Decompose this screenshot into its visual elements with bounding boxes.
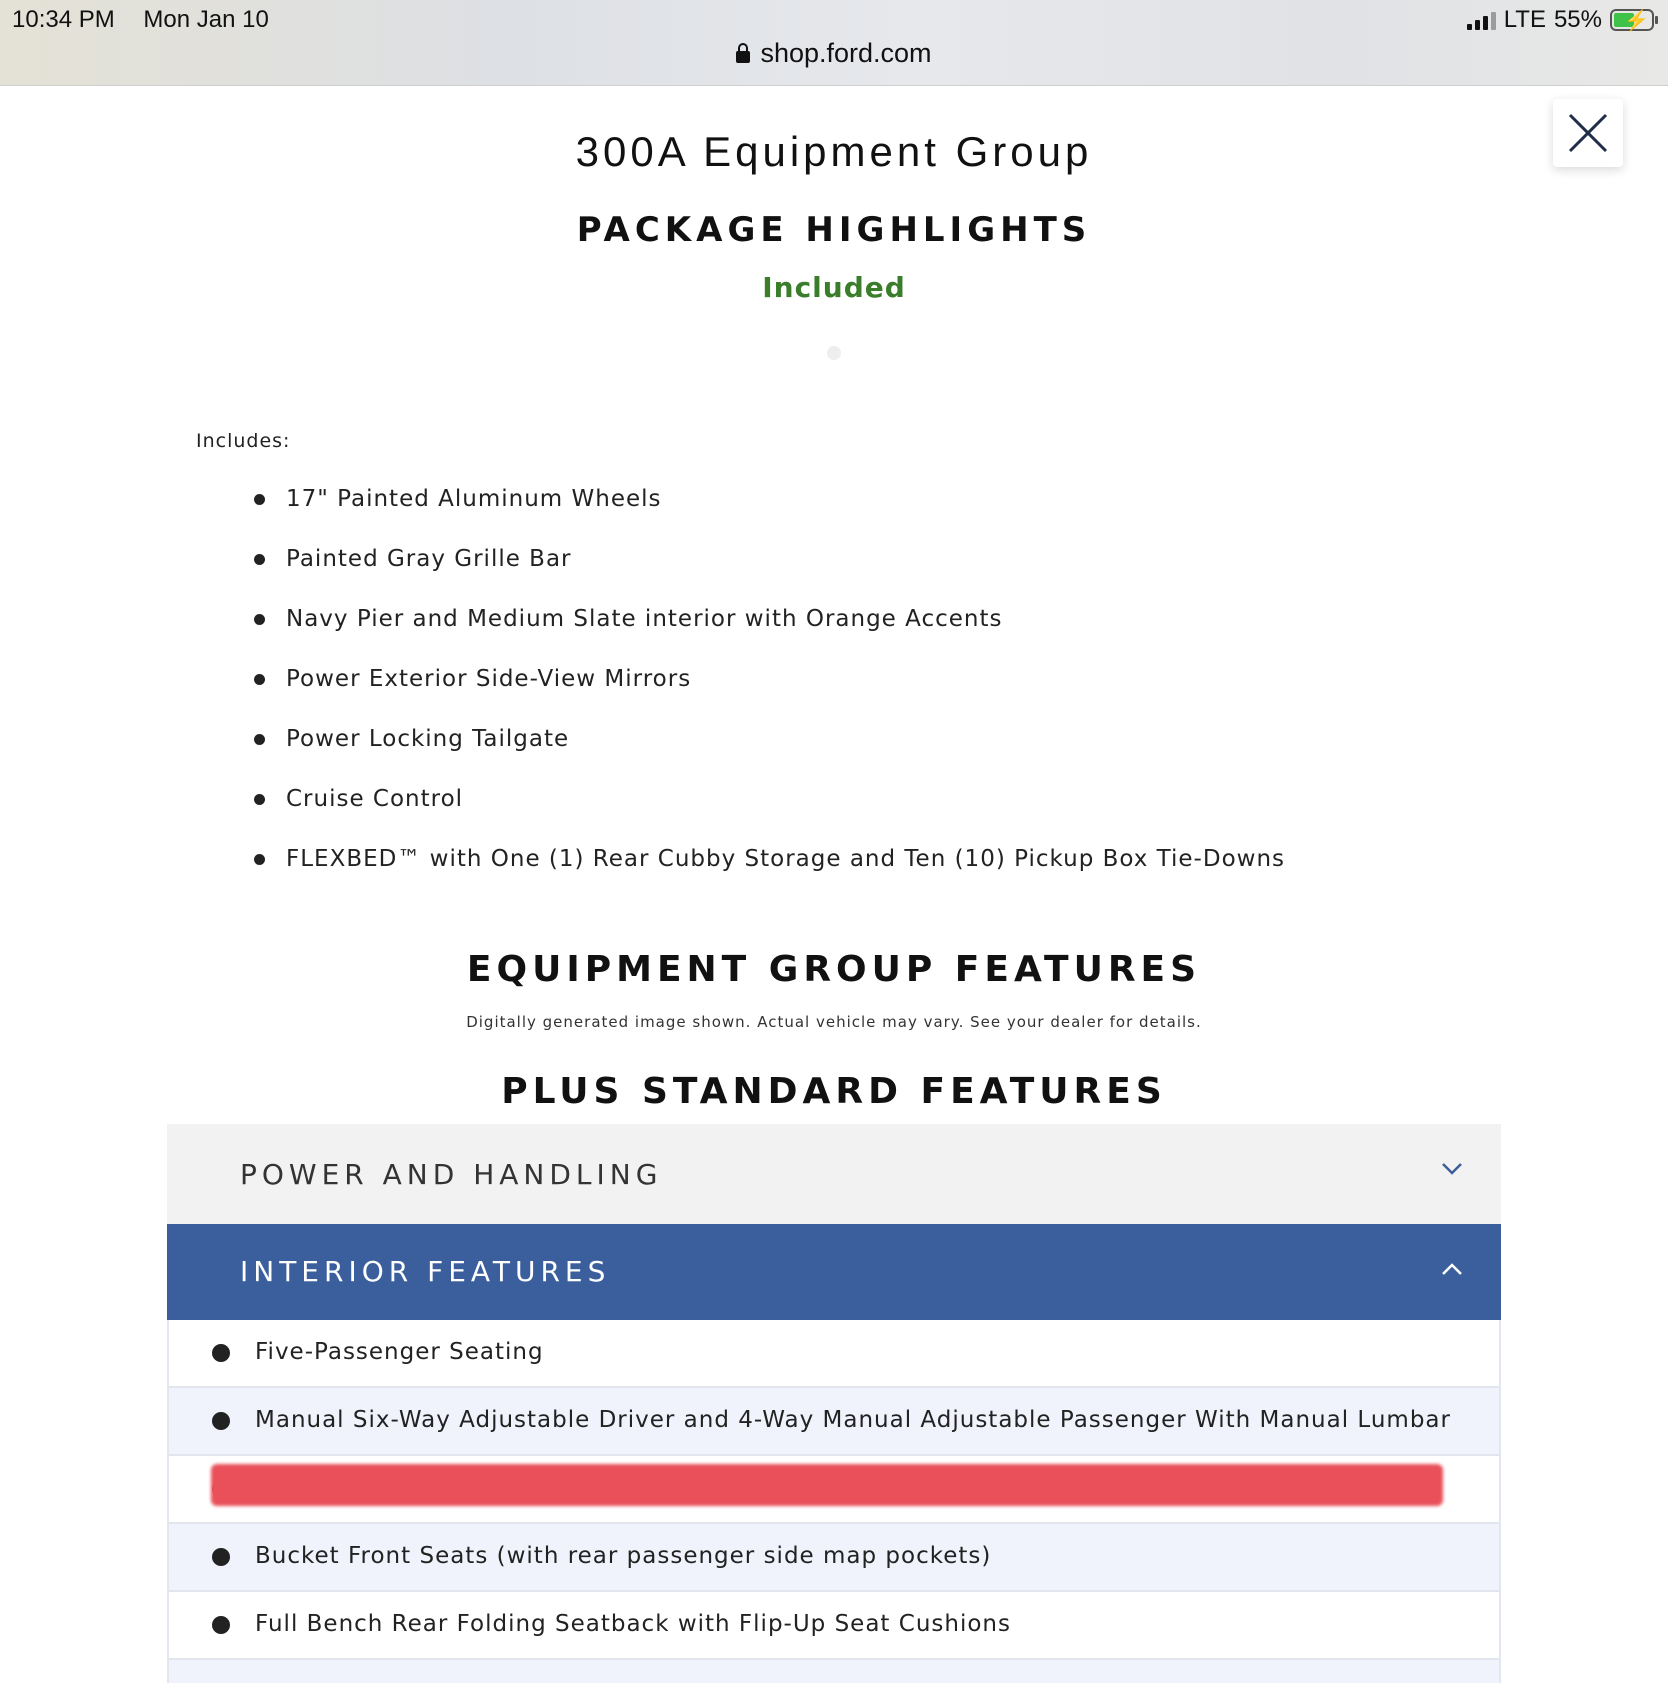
status-time: 10:34 PM — [12, 6, 115, 33]
disclaimer-text: Digitally generated image shown. Actual vehicle may vary. See your dealer for details. — [466, 1013, 1202, 1031]
address-bar[interactable] — [0, 38, 1668, 69]
feature-row-highlighted — [167, 1456, 1501, 1524]
feature-row — [167, 1592, 1501, 1660]
includes-list — [254, 484, 1285, 904]
feature-row — [167, 1320, 1501, 1388]
status-indicators — [1467, 6, 1654, 34]
feature-row — [167, 1388, 1501, 1456]
bullet — [212, 1412, 230, 1430]
status-time-date — [12, 6, 291, 34]
bullet — [212, 1548, 230, 1566]
accordion-power-and-handling[interactable] — [167, 1124, 1501, 1224]
plus-standard-features-heading: PLUS STANDARD FEATURES — [501, 1071, 1167, 1112]
feature-text: Bucket Front Seats (with rear passenger side map pockets) — [255, 1543, 992, 1569]
feature-row — [167, 1524, 1501, 1592]
list-item: Power Exterior Side-View Mirrors — [254, 664, 1285, 724]
list-item: Cruise Control — [254, 784, 1285, 844]
equipment-group-features-heading: EQUIPMENT GROUP FEATURES — [466, 949, 1202, 990]
chevron-down-icon — [1441, 1162, 1463, 1176]
signal-icon — [1467, 10, 1496, 30]
includes-label: Includes: — [196, 430, 291, 452]
list-item: Painted Gray Grille Bar — [254, 544, 1285, 604]
accordion-label: POWER AND HANDLING — [240, 1158, 663, 1191]
charging-bolt-icon: ⚡ — [1624, 10, 1649, 32]
url-text: shop.ford.com — [760, 38, 932, 68]
feature-text: Full Bench Rear Folding Seatback with Flip-Up Seat Cushions — [255, 1611, 1011, 1637]
list-item: Navy Pier and Medium Slate interior with Orange Accents — [254, 604, 1285, 664]
battery-icon — [1610, 9, 1654, 31]
bullet — [212, 1344, 230, 1362]
list-item: 17" Painted Aluminum Wheels — [254, 484, 1285, 544]
feature-text: Five-Passenger Seating — [255, 1339, 544, 1365]
accordion-label: INTERIOR FEATURES — [240, 1255, 611, 1288]
list-item: FLEXBED™ with One (1) Rear Cubby Storage and Ten (10) Pickup Box Tie-Downs — [254, 844, 1285, 904]
chevron-up-icon — [1441, 1262, 1463, 1276]
carrier-label: LTE — [1503, 6, 1546, 33]
features-accordion — [167, 1124, 1501, 1683]
lock-icon — [736, 51, 750, 63]
package-highlights-heading: PACKAGE HIGHLIGHTS — [576, 210, 1092, 250]
battery-percent: 55% — [1553, 6, 1602, 33]
feature-text: Manual Six-Way Adjustable Driver and 4-Way Manual Adjustable Passenger With Manual Lumbar — [255, 1407, 1451, 1433]
feature-row-partial — [167, 1660, 1501, 1683]
bullet — [212, 1616, 230, 1634]
loading-dot — [827, 346, 841, 360]
included-status: Included — [762, 271, 906, 304]
status-bar — [0, 0, 1668, 86]
list-item: Power Locking Tailgate — [254, 724, 1285, 784]
red-highlight-mark — [211, 1464, 1443, 1506]
modal-title: 300A Equipment Group — [575, 128, 1093, 175]
accordion-interior-features[interactable] — [167, 1224, 1501, 1320]
status-date: Mon Jan 10 — [143, 6, 269, 33]
